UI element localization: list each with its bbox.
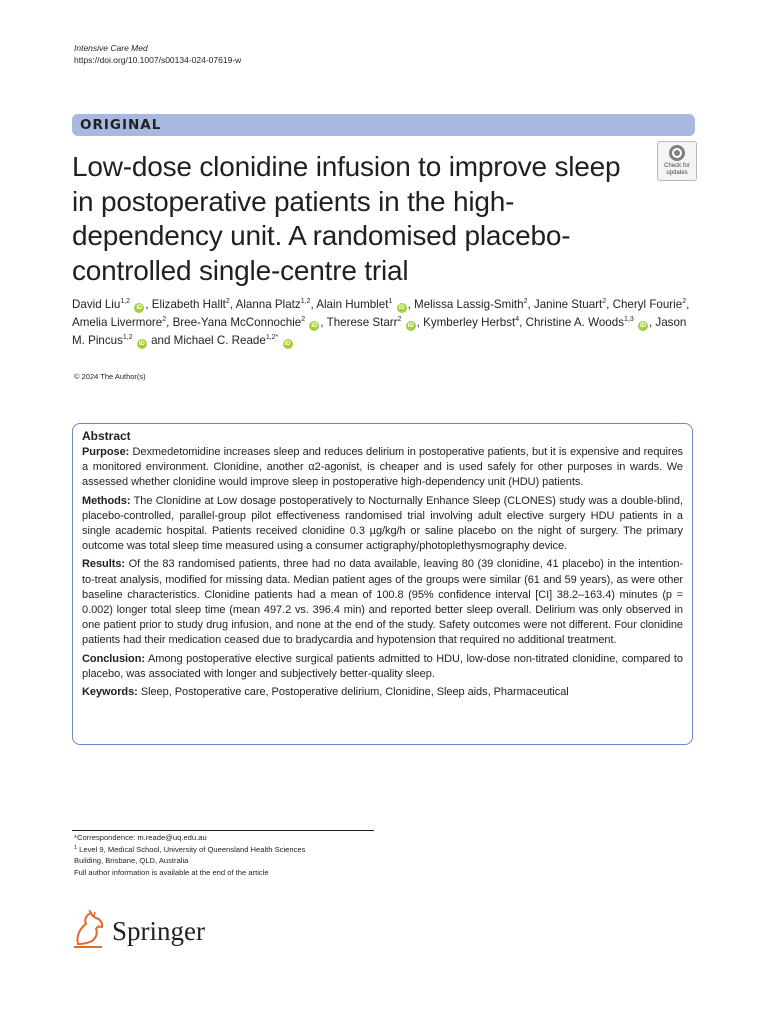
author-affiliation: 2 <box>682 298 687 305</box>
author-name[interactable]: Elizabeth Hallt <box>151 298 226 311</box>
author-name[interactable]: Kymberley Herbst <box>423 316 516 329</box>
check-for-updates-line1: Check for <box>664 163 690 169</box>
abstract-heading: Abstract <box>82 429 131 443</box>
abstract-label: Methods: <box>82 494 131 507</box>
abstract-text: Sleep, Postoperative care, Postoperative delirium, Clonidine, Sleep aids, Pharmaceutical <box>140 686 569 699</box>
abstract-text: Among postoperative elective surgical patients admitted to HDU, low-dose non-titrated clonidine, compared to placebo, was associated with longer and subjectively better-quality sleep. <box>82 652 683 680</box>
abstract-label: Purpose: <box>82 446 130 458</box>
affiliation-note <box>74 843 374 855</box>
author-name[interactable]: Jason M. Pincus <box>72 316 687 347</box>
publisher-logo <box>72 910 222 952</box>
affiliation-line2: Building, Brisbane, QLD, Australia <box>74 856 189 866</box>
author-affiliation: 1,2* <box>265 334 279 341</box>
author-list: David Liu$^{1,2}$ iD , Elizabeth Hallt$^2$, Alanna Platz$^{1,2}$, Alain Humblet$^1$ iD , Melissa Lassig-Smith$^2$, Janine Stuart$^2$, Cheryl Fourie$^2$, Amelia Livermore$^2$, Bree-Yana McConnochie$^2$ iD , Therese Starr$^2$ iD , Kymberley Herbst$^4$, Christine A. Woods$^{1,3}$ iD , Jason M. Pincus$^{1,2}$ iD and Michael C. Reade$^{1,2*}$ iD <box>72 298 690 347</box>
article-type-label: ORIGINAL <box>80 117 162 133</box>
author-affiliation: 2 <box>301 316 306 323</box>
orcid-icon[interactable]: iD <box>136 305 143 311</box>
author-name[interactable]: Melissa Lassig-Smith <box>414 298 524 311</box>
affiliation-mark: 1 <box>74 845 78 852</box>
affiliation-line1: Level 9, Medical School, University of Queensland Health Sciences <box>77 845 306 855</box>
author-affiliation: 1,2 <box>120 298 131 305</box>
abstract-label: Conclusion: <box>82 652 146 665</box>
author-name[interactable]: Michael C. Reade <box>173 334 266 347</box>
author-name[interactable]: Christine A. Woods <box>525 316 624 329</box>
abstract-text: Of the 83 randomised patients, three had no data available, leaving 80 (39 clonidine, 41 placebo) in the intention-to-treat analysis, modified for missing data. Median patient ages of the groups were similar (61 and 59 years), as were other baseline characteristics. Clonidine patients had a mean of 100.8 (95% confidence interval [CI] 38.2–163.4) minutes (p = 0.002) longer total sleep time (mean 497.2 vs. 396.4 min) and reported better sleep overall. Delirium was only observed in one patient prior to study drug infusion, and none at the end of the study. Safety outcomes were not different. Four clonidine patients had their medication ceased due to bradycardia and hypotension that required no additional treatment. <box>82 558 683 647</box>
author-affiliation: 1 <box>388 298 393 305</box>
abstract-methods <box>82 494 683 555</box>
author-affiliation: 1,2 <box>300 298 311 305</box>
footnote-divider <box>72 830 374 831</box>
full-author-info-note: Full author information is available at the end of the article <box>74 867 269 877</box>
author-affiliation: 4 <box>515 316 520 323</box>
article-title: Low-dose clonidine infusion to improve sleep in postoperative patients in the high-dependency unit. A randomised placebo-controlled single-centre trial <box>72 151 621 286</box>
author-name[interactable]: Cheryl Fourie <box>612 298 683 311</box>
abstract-results <box>82 557 683 648</box>
author-affiliation: 1,3 <box>624 316 634 323</box>
publisher-name: Springer <box>112 916 205 946</box>
author-affiliation: 2 <box>397 316 402 323</box>
orcid-icon[interactable]: iD <box>639 323 646 329</box>
orcid-icon[interactable]: iD <box>138 341 145 347</box>
orcid-icon[interactable]: iD <box>398 305 405 311</box>
abstract-box <box>72 423 693 745</box>
orcid-icon[interactable]: iD <box>407 323 414 329</box>
copyright-notice: © 2024 The Author(s) <box>74 372 146 381</box>
abstract-text: The Clonidine at Low dosage postoperatively to Nocturnally Enhance Sleep (CLONES) study was a double-blind, placebo-controlled, parallel-group pilot effectiveness randomised trial involving adult elective surgery HDU patients in a single academic hospital. Patients received clonidine 0.3 µg/kg/h or saline placebo on the night of surgery. The primary outcome was total sleep time measured using a consumer actigraphy/photoplethysmography device. <box>82 494 683 553</box>
author-name[interactable]: Amelia Livermore <box>72 316 163 329</box>
abstract-keywords <box>82 685 683 700</box>
check-for-updates-text <box>658 163 696 176</box>
author-name[interactable]: Alanna Platz <box>235 298 301 311</box>
orcid-icon[interactable]: iD <box>311 323 318 329</box>
author-affiliation: 2 <box>602 298 607 305</box>
footnotes <box>74 832 374 878</box>
abstract-label: Results: <box>82 558 125 571</box>
abstract-purpose <box>82 445 683 491</box>
author-name[interactable]: David Liu <box>72 298 121 311</box>
author-affiliation: 2 <box>523 298 528 305</box>
author-affiliation: 2 <box>162 316 167 323</box>
abstract-text: Dexmedetomidine increases sleep and reduces delirium in postoperative patients, but it is expensive and requires a monitored environment. Clonidine, another α2-agonist, is cheaper and is used safely for other purposes in wards. We assessed whether clonidine would improve sleep in postoperative high-dependency unit (HDU) patients. <box>82 446 683 489</box>
springer-horse-icon <box>72 910 108 950</box>
article-type-banner <box>72 114 695 136</box>
abstract-conclusion <box>82 652 683 682</box>
author-name[interactable]: Therese Starr <box>326 316 398 329</box>
check-for-updates-line2: updates <box>666 169 688 176</box>
check-for-updates-icon[interactable] <box>657 141 697 181</box>
author-name[interactable]: Bree-Yana McConnochie <box>172 316 302 329</box>
check-for-updates-ring <box>669 145 685 161</box>
author-affiliation: 1,2 <box>122 334 133 341</box>
author-name[interactable]: Alain Humblet <box>316 298 389 311</box>
correspondence-note: *Correspondence: m.reade@uq.edu.au <box>74 833 207 842</box>
author-name[interactable]: Janine Stuart <box>533 298 603 311</box>
doi-link[interactable]: https://doi.org/10.1007/s00134-024-07619-w <box>74 55 242 65</box>
author-affiliation: 2 <box>225 298 230 305</box>
orcid-icon[interactable]: iD <box>284 341 291 347</box>
abstract-label: Keywords: <box>82 686 138 699</box>
journal-name: Intensive Care Med <box>74 43 148 53</box>
